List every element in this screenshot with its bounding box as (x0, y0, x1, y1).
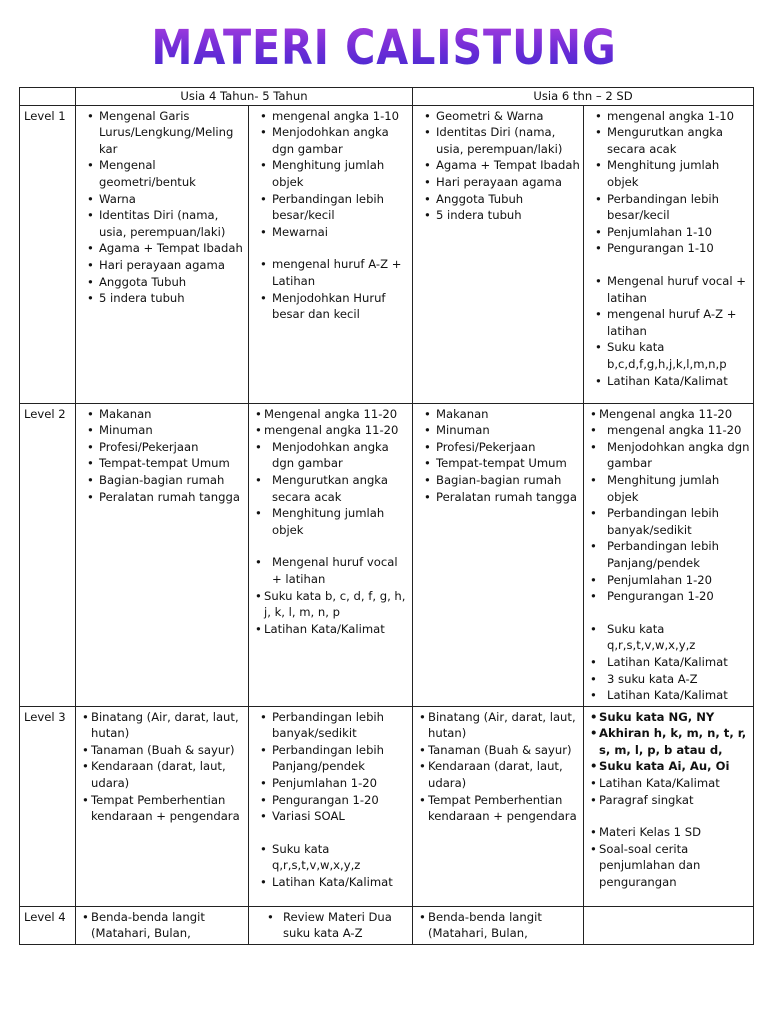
list-item: • 3 suku kata A-Z (588, 671, 750, 688)
list-item: • Pengurangan 1-20 (588, 588, 750, 605)
cell (413, 403, 584, 706)
level-label: Level 1 (20, 105, 76, 403)
list-item: • Menjodohkan angka dgn gambar (588, 439, 750, 472)
list-item: • Kendaraan (darat, laut, udara) (80, 758, 245, 791)
list-item: • Paragraf singkat (588, 792, 750, 809)
list-item: • Latihan Kata/Kalimat (253, 621, 409, 638)
list-item: • Mengenal Garis Lurus/Lengkung/Meling kar (80, 108, 245, 158)
list-item: • Perbandingan lebih Panjang/pendek (253, 742, 409, 775)
list-item: • Pengurangan 1-20 (253, 792, 409, 809)
list-item: • Pengurangan 1-10 (588, 240, 750, 257)
list-item: • Agama + Tempat Ibadah (417, 157, 580, 174)
curriculum-table (19, 87, 754, 945)
list-item: • Tempat-tempat Umum (80, 455, 245, 472)
list-item: • Anggota Tubuh (80, 274, 245, 291)
list-item: • Identitas Diri (nama, usia, perempuan/laki) (80, 207, 245, 240)
list-item: • Materi Kelas 1 SD (588, 824, 750, 841)
list-item: • Soal-soal cerita penjumlahan dan pengurangan (588, 841, 750, 891)
list-item: • Binatang (Air, darat, laut, hutan) (80, 709, 245, 742)
list-item: • mengenal angka 11-20 (253, 422, 409, 439)
list-item: • 5 indera tubuh (80, 290, 245, 307)
cell (76, 105, 249, 403)
cell (76, 403, 249, 706)
list-item: • Profesi/Pekerjaan (417, 439, 580, 456)
list-item: • Minuman (417, 422, 580, 439)
list-item: • Suku kata NG, NY (588, 709, 750, 726)
header-age-4-5: Usia 4 Tahun- 5 Tahun (76, 88, 413, 106)
cell (249, 403, 413, 706)
page-title: MATERI CALISTUNG (54, 18, 714, 78)
list-item: • Minuman (80, 422, 245, 439)
list-item: • Variasi SOAL (253, 808, 409, 825)
list-item: • Mengenal geometri/bentuk (80, 157, 245, 190)
list-item: • Mengenal huruf vocal + latihan (588, 273, 750, 306)
list-item: • Latihan Kata/Kalimat (253, 874, 409, 891)
cell (249, 906, 413, 944)
list-item: • mengenal huruf A-Z + latihan (588, 306, 750, 339)
list-item: • Tempat Pemberhentian kendaraan + pengendara (417, 792, 580, 825)
list-item: • Perbandingan lebih Panjang/pendek (588, 538, 750, 571)
list-item: • Menjodohkan angka dgn gambar (253, 439, 409, 472)
list-item: • Penjumlahan 1-10 (588, 224, 750, 241)
list-item: • Kendaraan (darat, laut, udara) (417, 758, 580, 791)
list-item: • Perbandingan lebih banyak/sedikit (588, 505, 750, 538)
list-item: • Perbandingan lebih banyak/sedikit (253, 709, 409, 742)
list-item: • Warna (80, 191, 245, 208)
list-item: • Peralatan rumah tangga (80, 489, 245, 506)
cell (584, 105, 754, 403)
list-item: • Mengurutkan angka secara acak (588, 124, 750, 157)
list-item: • Tanaman (Buah & sayur) (417, 742, 580, 759)
list-item: • Agama + Tempat Ibadah (80, 240, 245, 257)
list-item: • Mengenal angka 11-20 (588, 406, 750, 423)
list-item: • Penjumlahan 1-20 (588, 572, 750, 589)
cell (249, 105, 413, 403)
list-item: • Suku kata q,r,s,t,v,w,x,y,z (253, 841, 409, 874)
list-item: • Benda-benda langit (Matahari, Bulan, (417, 909, 580, 942)
cell (76, 706, 249, 906)
list-item: • Suku kata Ai, Au, Oi (588, 758, 750, 775)
list-item: • Perbandingan lebih besar/kecil (253, 191, 409, 224)
list-item: • Menghitung jumlah objek (253, 157, 409, 190)
header-blank (20, 88, 76, 106)
list-item: • Latihan Kata/Kalimat (588, 687, 750, 704)
list-item: • Tempat-tempat Umum (417, 455, 580, 472)
level-label: Level 4 (20, 906, 76, 944)
level-label: Level 2 (20, 403, 76, 706)
list-item: • Suku kata q,r,s,t,v,w,x,y,z (588, 621, 750, 654)
cell (413, 906, 584, 944)
table-row (20, 403, 754, 706)
list-item: • mengenal angka 1-10 (588, 108, 750, 125)
cell (249, 706, 413, 906)
list-item: • Menghitung jumlah objek (588, 157, 750, 190)
list-item: • Perbandingan lebih besar/kecil (588, 191, 750, 224)
list-item: • Latihan Kata/Kalimat (588, 775, 750, 792)
cell (413, 706, 584, 906)
list-item: • Bagian-bagian rumah (80, 472, 245, 489)
list-item: • Bagian-bagian rumah (417, 472, 580, 489)
list-item: • mengenal huruf A-Z + Latihan (253, 256, 409, 289)
cell (413, 105, 584, 403)
header-age-6-2sd: Usia 6 thn – 2 SD (413, 88, 754, 106)
list-item: • Latihan Kata/Kalimat (588, 373, 750, 390)
list-item: • Latihan Kata/Kalimat (588, 654, 750, 671)
list-item: • mengenal angka 1-10 (253, 108, 409, 125)
list-item: • Makanan (417, 406, 580, 423)
table-row (20, 105, 754, 403)
header-row (20, 88, 754, 106)
list-item: • Akhiran h, k, m, n, t, r, s, m, l, p, b atau d, (588, 725, 750, 758)
list-item: • Mengurutkan angka secara acak (253, 472, 409, 505)
cell (76, 906, 249, 944)
list-item: • Benda-benda langit (Matahari, Bulan, (80, 909, 245, 942)
list-item: • mengenal angka 11-20 (588, 422, 750, 439)
list-item: • Geometri & Warna (417, 108, 580, 125)
list-item: • Profesi/Pekerjaan (80, 439, 245, 456)
cell-empty (584, 906, 754, 944)
list-item: • Mewarnai (253, 224, 409, 241)
list-item: • Menjodohkan Huruf besar dan kecil (253, 290, 409, 323)
list-item: • Menjodohkan angka dgn gambar (253, 124, 409, 157)
list-item: • Anggota Tubuh (417, 191, 580, 208)
list-item: • Peralatan rumah tangga (417, 489, 580, 506)
list-item: • Penjumlahan 1-20 (253, 775, 409, 792)
list-item: • Tempat Pemberhentian kendaraan + pengendara (80, 792, 245, 825)
list-item: • Hari perayaan agama (417, 174, 580, 191)
list-item: • Identitas Diri (nama, usia, perempuan/laki) (417, 124, 580, 157)
list-item: • Review Materi Dua suku kata A-Z (253, 909, 409, 942)
table-row (20, 706, 754, 906)
list-item: • Binatang (Air, darat, laut, hutan) (417, 709, 580, 742)
table-row (20, 906, 754, 944)
list-item: • Mengenal huruf vocal + latihan (253, 554, 409, 587)
level-label: Level 3 (20, 706, 76, 906)
cell (584, 706, 754, 906)
list-item: • Hari perayaan agama (80, 257, 245, 274)
list-item: • Makanan (80, 406, 245, 423)
list-item: • Tanaman (Buah & sayur) (80, 742, 245, 759)
list-item: • 5 indera tubuh (417, 207, 580, 224)
list-item: • Suku kata b,c,d,f,g,h,j,k,l,m,n,p (588, 339, 750, 372)
list-item: • Mengenal angka 11-20 (253, 406, 409, 423)
list-item: • Menghitung jumlah objek (588, 472, 750, 505)
cell (584, 403, 754, 706)
list-item: • Suku kata b, c, d, f, g, h, j, k, l, m, n, p (253, 588, 409, 621)
list-item: • Menghitung jumlah objek (253, 505, 409, 538)
